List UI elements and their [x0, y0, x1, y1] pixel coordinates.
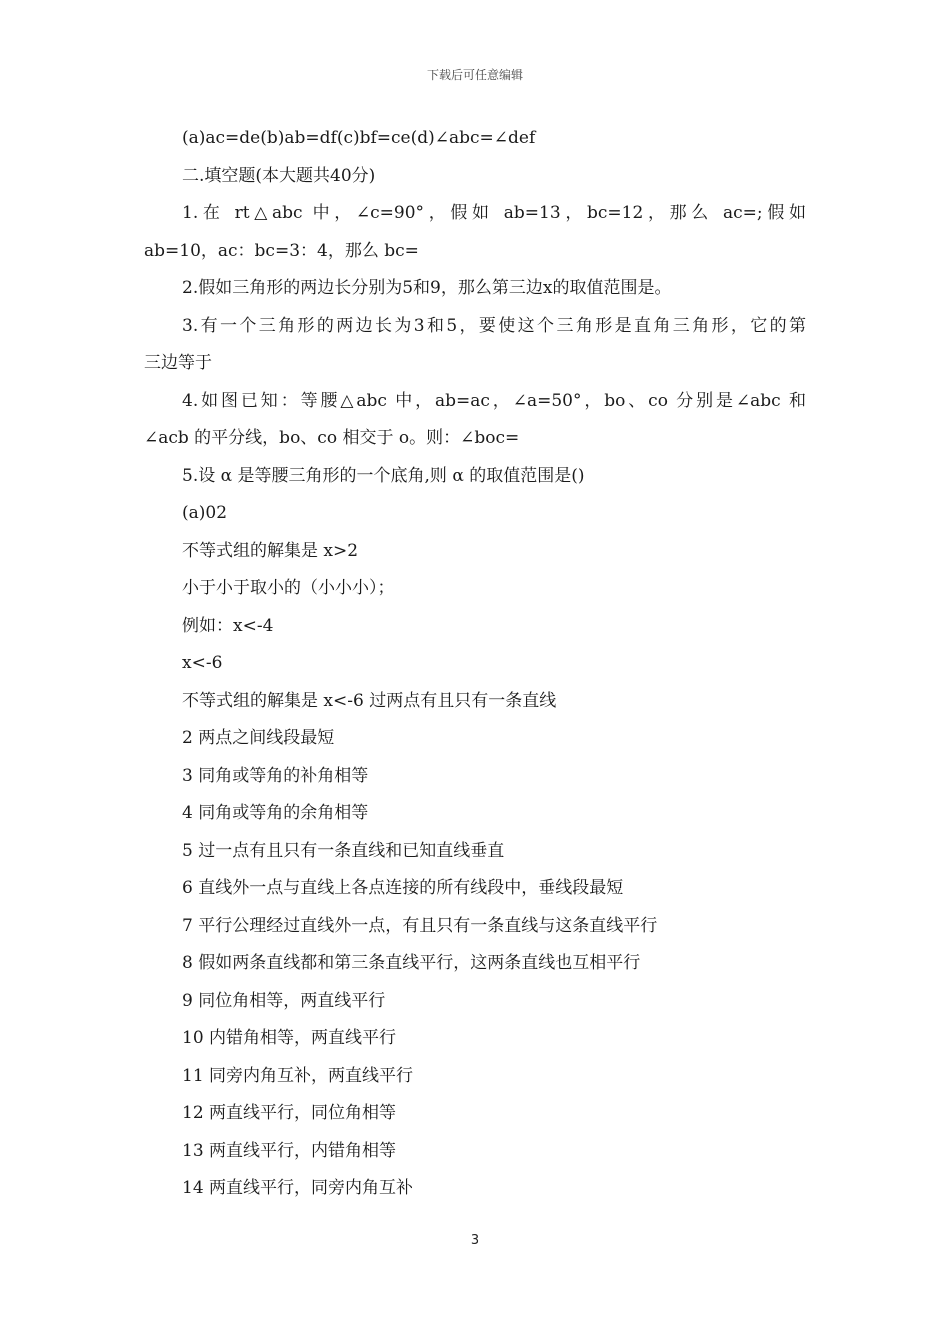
list-item: 6 直线外一点与直线上各点连接的所有线段中，垂线段最短 — [182, 878, 624, 898]
text-line: 3.有一个三角形的两边长为3和5，要使这个三角形是直角三角形，它的第 — [182, 315, 806, 336]
text-line: 三边等于 — [144, 353, 212, 373]
list-item: 2 两点之间线段最短 — [182, 728, 335, 748]
list-item: 5 过一点有且只有一条直线和已知直线垂直 — [182, 840, 505, 861]
list-item: 4 同角或等角的余角相等 — [182, 803, 369, 823]
list-item: 12 两直线平行，同位角相等 — [182, 1103, 397, 1123]
list-item: 3 同角或等角的补角相等 — [182, 765, 369, 786]
list-item: 9 同位角相等，两直线平行 — [182, 990, 386, 1011]
text-line: ∠acb 的平分线，bo、co 相交于 o。则：∠boc= — [144, 428, 520, 448]
text-line: 不等式组的解集是 x>2 — [182, 540, 359, 561]
list-item: 11 同旁内角互补，两直线平行 — [182, 1065, 414, 1086]
list-item: 13 两直线平行，内错角相等 — [182, 1140, 397, 1161]
text-line: 1.在 rt△abc 中，∠c=90°，假如 ab=13，bc=12，那么 ac=;假如 — [182, 203, 806, 223]
text-line: 5.设 α 是等腰三角形的一个底角,则 α 的取值范围是() — [182, 465, 585, 486]
text-line: 不等式组的解集是 x<-6 过两点有且只有一条直线 — [182, 690, 557, 711]
list-item: 7 平行公理经过直线外一点，有且只有一条直线与这条直线平行 — [182, 915, 658, 936]
text-line: (a)02 — [182, 503, 228, 523]
text-line: x<-6 — [182, 653, 223, 673]
list-item: 14 两直线平行，同旁内角互补 — [182, 1178, 414, 1198]
page-number: 3 — [470, 1233, 480, 1248]
text-line: 4.如图已知：等腰△abc 中，ab=ac，∠a=50°，bo、co 分别是∠abc 和 — [182, 390, 806, 411]
document-body — [144, 120, 806, 1208]
text-line: 小于小于取小的（小小小）； — [182, 578, 395, 598]
text-line: 例如：x<-4 — [182, 615, 274, 636]
text-line: ab=10，ac：bc=3：4，那么 bc= — [144, 240, 419, 261]
list-item: 10 内错角相等，两直线平行 — [182, 1028, 397, 1048]
list-item: 8 假如两条直线都和第三条直线平行，这两条直线也互相平行 — [182, 953, 641, 973]
text-line: 2.假如三角形的两边长分别为5和9，那么第三边x的取值范围是。 — [182, 278, 672, 298]
section-heading: 二.填空题(本大题共40分) — [182, 165, 376, 186]
text-line: (a)ac=de(b)ab=df(c)bf=ce(d)∠abc=∠def — [182, 128, 536, 148]
page-header: 下载后可任意编辑 — [426, 68, 523, 82]
